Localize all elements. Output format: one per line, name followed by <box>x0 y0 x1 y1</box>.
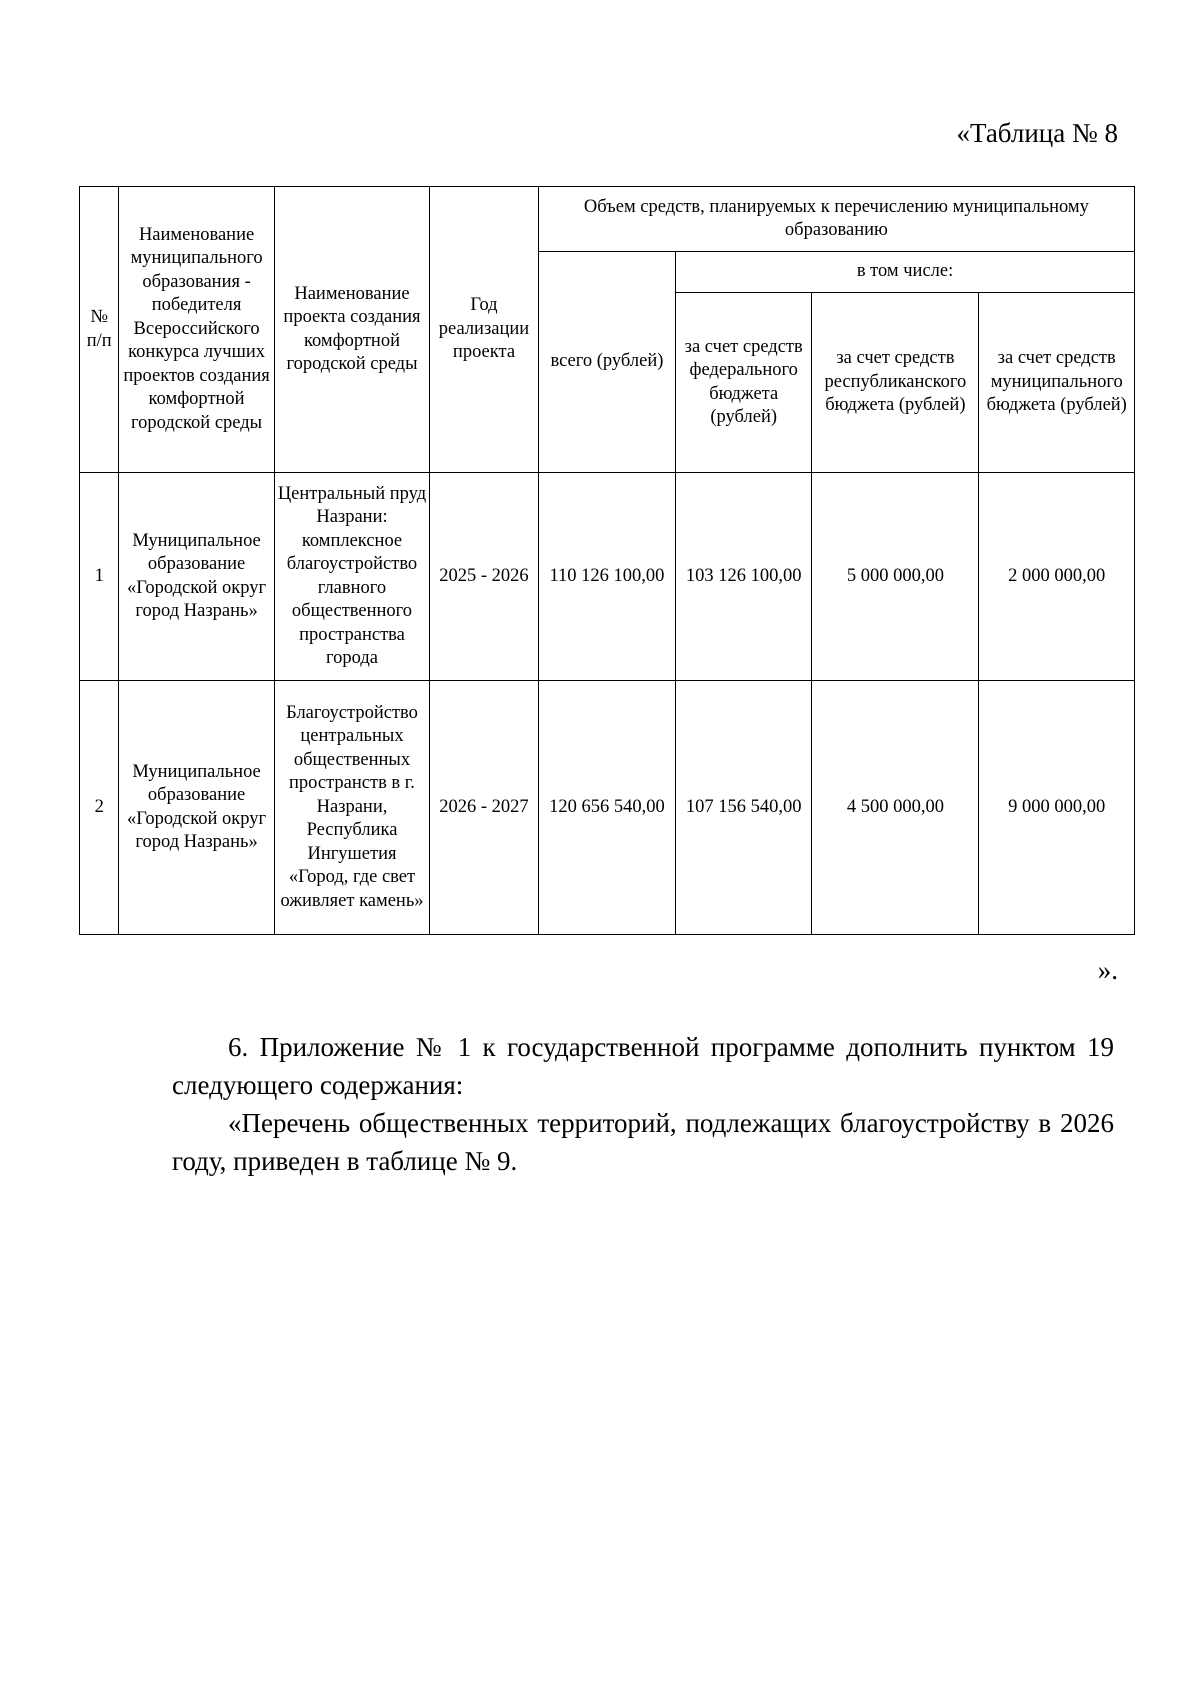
header-republic: за счет средств республиканского бюджета (рублей) <box>812 293 979 473</box>
row-project: Центральный пруд Назрани: комплексное благоустройство главного общественного пространства города <box>274 473 429 681</box>
header-municipal: за счет средств муниципального бюджета (рублей) <box>979 293 1135 473</box>
row-total: 120 656 540,00 <box>538 681 675 935</box>
table-row <box>80 681 1135 935</box>
header-row-1 <box>80 187 1135 252</box>
body-text <box>172 1028 1114 1180</box>
header-volume: Объем средств, планируемых к перечислению муниципальному образованию <box>538 187 1134 252</box>
row-municipality: Муниципальное образование «Городской округ город Назрань» <box>119 681 274 935</box>
row-municipality: Муниципальное образование «Городской округ город Назрань» <box>119 473 274 681</box>
row-num: 1 <box>80 473 119 681</box>
table-row <box>80 473 1135 681</box>
paragraph: «Перечень общественных территорий, подлежащих благоустройству в 2026 году, приведен в таблице № 9. <box>172 1108 1114 1176</box>
header-year: Год реализации проекта <box>430 187 539 473</box>
table-caption: «Таблица № 8 <box>956 118 1118 148</box>
closing-quote: ». <box>1097 955 1118 985</box>
row-municipal: 2 000 000,00 <box>979 473 1135 681</box>
row-republic: 5 000 000,00 <box>812 473 979 681</box>
row-federal: 103 126 100,00 <box>676 473 812 681</box>
row-year: 2025 - 2026 <box>430 473 539 681</box>
row-republic: 4 500 000,00 <box>812 681 979 935</box>
row-year: 2026 - 2027 <box>430 681 539 935</box>
paragraph: 6. Приложение № 1 к государственной программе дополнить пунктом 19 следующего содержания: <box>172 1032 1114 1100</box>
header-including: в том числе: <box>676 252 1135 293</box>
header-num: № п/п <box>80 187 119 473</box>
funding-table <box>79 186 1135 935</box>
row-total: 110 126 100,00 <box>538 473 675 681</box>
header-project: Наименование проекта создания комфортной городской среды <box>274 187 429 473</box>
header-federal: за счет средств федерального бюджета (рублей) <box>676 293 812 473</box>
row-num: 2 <box>80 681 119 935</box>
header-total: всего (рублей) <box>538 252 675 473</box>
row-federal: 107 156 540,00 <box>676 681 812 935</box>
row-project: Благоустройство центральных общественных пространств в г. Назрани, Республика Ингушетия «Город, где свет оживляет камень» <box>274 681 429 935</box>
header-municipality: Наименование муниципального образования - победителя Всероссийского конкурса лучших проектов создания комфортной городской среды <box>119 187 274 473</box>
row-municipal: 9 000 000,00 <box>979 681 1135 935</box>
